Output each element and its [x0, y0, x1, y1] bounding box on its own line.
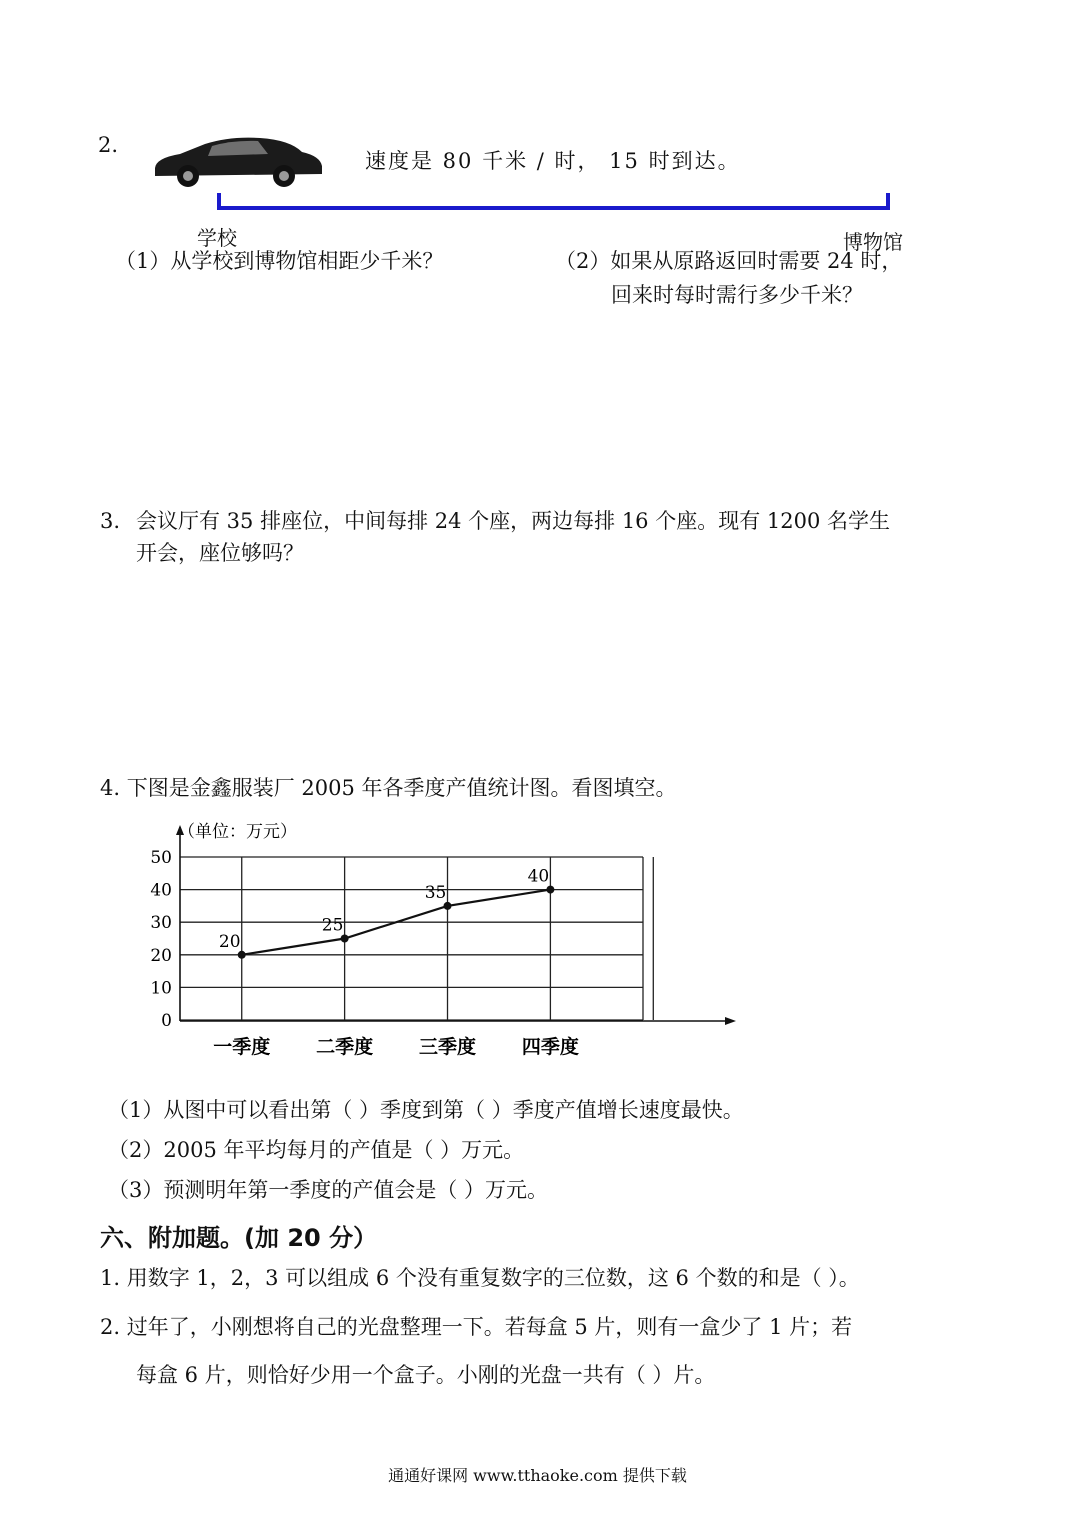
question-3-number: 3.: [100, 509, 121, 533]
category-label: 四季度: [521, 1036, 579, 1058]
chart-grid: [180, 857, 653, 1020]
section-6-title: 六、附加题。(加 20 分）: [100, 1224, 378, 1252]
data-point: [444, 902, 452, 910]
chart-series: [219, 867, 554, 959]
start-label: 学校: [197, 226, 237, 250]
footer-text: 通通好课网 www.tthaoke.com 提供下载: [388, 1466, 687, 1485]
category-label: 二季度: [316, 1036, 374, 1058]
chart-axes: [176, 825, 736, 1025]
y-tick-label: 30: [150, 913, 172, 934]
q4-intro: 4. 下图是金鑫服装厂 2005 年各季度产值统计图。看图填空。: [100, 776, 677, 800]
category-label: 三季度: [419, 1036, 477, 1058]
data-label: 35: [424, 882, 447, 903]
q3-line2: 开会，座位够吗？: [136, 541, 304, 565]
chart-categories: [213, 1035, 579, 1058]
data-point: [546, 886, 554, 894]
y-tick-label: 0: [161, 1011, 172, 1031]
data-point: [238, 951, 246, 959]
line-chart: [140, 815, 760, 1060]
section-6-q2-line1: 2. 过年了，小刚想将自己的光盘整理一下。若每盒 5 片，则有一盒少了 1 片；若: [100, 1315, 853, 1339]
q2-sub2-line1: （2）如果从原路返回时需要 24 时，: [555, 249, 903, 273]
data-label: 25: [321, 915, 344, 936]
route-line: [217, 193, 890, 211]
chart-unit-label: （单位：万元）: [178, 822, 297, 842]
data-label: 20: [218, 931, 241, 952]
question-2-number: 2.: [98, 133, 119, 157]
data-label: 40: [527, 866, 550, 887]
y-tick-label: 40: [150, 880, 172, 901]
x-axis-arrow: [725, 1017, 736, 1025]
q2-sub2-line2: 回来时每时需行多少千米？: [611, 283, 863, 307]
q3-line1: 会议厅有 35 排座位，中间每排 24 个座，两边每排 16 个座。现有 1200 名学生: [136, 509, 891, 533]
q4-fill-2: （2）2005 年平均每月的产值是（ ）万元。: [108, 1138, 525, 1162]
q4-fill-3: （3）预测明年第一季度的产值会是（ ）万元。: [108, 1178, 549, 1202]
y-tick-label: 50: [150, 848, 172, 868]
q4-fill-1: （1）从图中可以看出第（ ）季度到第（ ）季度产值增长速度最快。: [108, 1098, 744, 1122]
speed-text: 速度是 80 千米 / 时， 15 时到达。: [365, 149, 741, 173]
chart-y-ticks: [150, 848, 172, 1031]
y-tick-label: 20: [150, 945, 172, 966]
section-6-q2-line2: 每盒 6 片，则恰好少用一个盒子。小刚的光盘一共有（ ）片。: [136, 1363, 716, 1387]
section-6-q1: 1. 用数字 1，2，3 可以组成 6 个没有重复数字的三位数，这 6 个数的和是（ ）。: [100, 1266, 860, 1290]
q2-sub1: （1）从学校到博物馆相距少千米？: [115, 249, 444, 273]
data-point: [341, 935, 349, 943]
y-tick-label: 10: [150, 978, 172, 999]
category-label: 一季度: [213, 1036, 271, 1058]
car-image: [150, 130, 325, 190]
end-label: 博物馆: [843, 230, 903, 254]
